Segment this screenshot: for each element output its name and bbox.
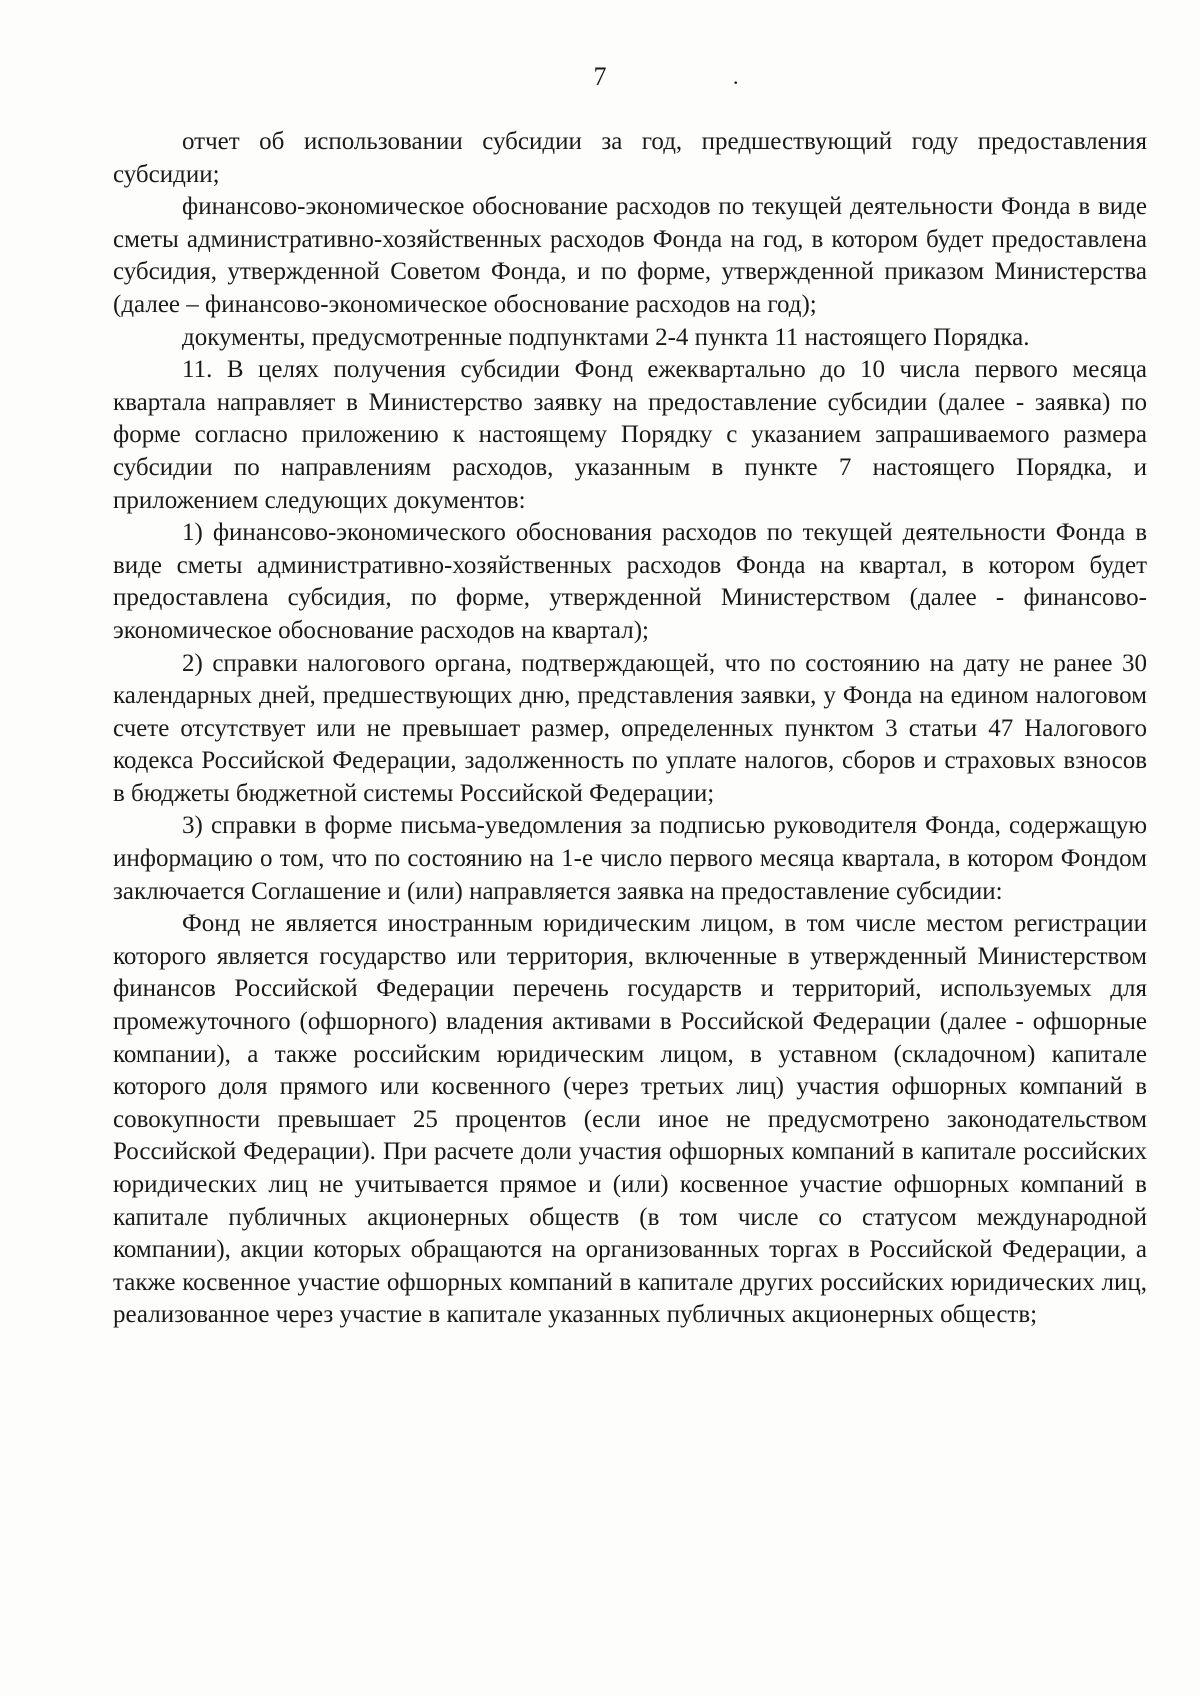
paragraph-subitem-1: 1) финансово-экономического обоснования расходов по текущей деятельности Фонда в виде сметы административно-хозяйственных расходов Фонда на квартал, в котором будет предоставлена субсидия, по форме, утвержденной Министерством (далее - финансово-экономическое обоснование расходов на квартал); [113,519,1147,644]
paragraph-subitem-3: 3) справки в форме письма-уведомления за подписью руководителя Фонда, содержащую информацию о том, что по состоянию на 1-е число первого месяца квартала, в котором Фондом заключается Соглашение и (или) направляется заявка на предоставление субсидии: [113,812,1147,905]
document-body [113,126,1147,1332]
paragraph-offshore-conditions: Фонд не является иностранным юридическим лицом, в том числе местом регистрации которого является государство или территория, включенные в утвержденный Министерством финансов Российской Федерации перечень государств и территорий, используемых для промежуточного (офшорного) владения активами в Российской Федерации (далее - офшорные компании), а также российским юридическим лицом, в уставном (складочном) капитале которого доля прямого или косвенного (через третьих лиц) участия офшорных компаний в совокупности превышает 25 процентов (если иное не предусмотрено законодательством Российской Федерации). При расчете доли участия офшорных компаний в капитале российских юридических лиц не учитывается прямое и (или) косвенное участие офшорных компаний в капитале публичных акционерных обществ (в том числе со статусом международной компании), акции которых обращаются на организованных торгах в Российской Федерации, а также косвенное участие офшорных компаний в капитале других российских юридических лиц, реализованное через участие в капитале указанных публичных акционерных обществ; [113,910,1147,1329]
paragraph-documents: документы, предусмотренные подпунктами 2-4 пункта 11 настоящего Порядка. [182,323,1030,351]
page-mark: . [733,64,739,89]
paragraph-report: отчет об использовании субсидии за год, предшествующий году предоставления субсидии; [113,128,1147,188]
paragraph-subitem-2: 2) справки налогового органа, подтверждающей, что по состоянию на дату не ранее 30 календарных дней, предшествующих дню, представления заявки, у Фонда на едином налоговом счете отсутствует или не превышает размер, определенных пунктом 3 статьи 47 Налогового кодекса Российской Федерации, задолженность по уплате налогов, сборов и страховых взносов в бюджеты бюджетной системы Российской Федерации; [113,649,1147,807]
page-number: 7 [593,62,607,91]
paragraph-item-11: 11. В целях получения субсидии Фонд ежеквартально до 10 числа первого месяца квартала направляет в Министерство заявку на предоставление субсидии (далее - заявка) по форме согласно приложению к настоящему Порядку с указанием запрашиваемого размера субсидии по направлениям расходов, указанным в пункте 7 настоящего Порядка, и приложением следующих документов: [113,356,1147,514]
paragraph-financial-justification-year: финансово-экономическое обоснование расходов по текущей деятельности Фонда в виде сметы административно-хозяйственных расходов Фонда на год, в котором будет предоставлена субсидия, утвержденной Советом Фонда, и по форме, утвержденной приказом Министерства (далее – финансово-экономическое обоснование расходов на год); [113,193,1147,318]
